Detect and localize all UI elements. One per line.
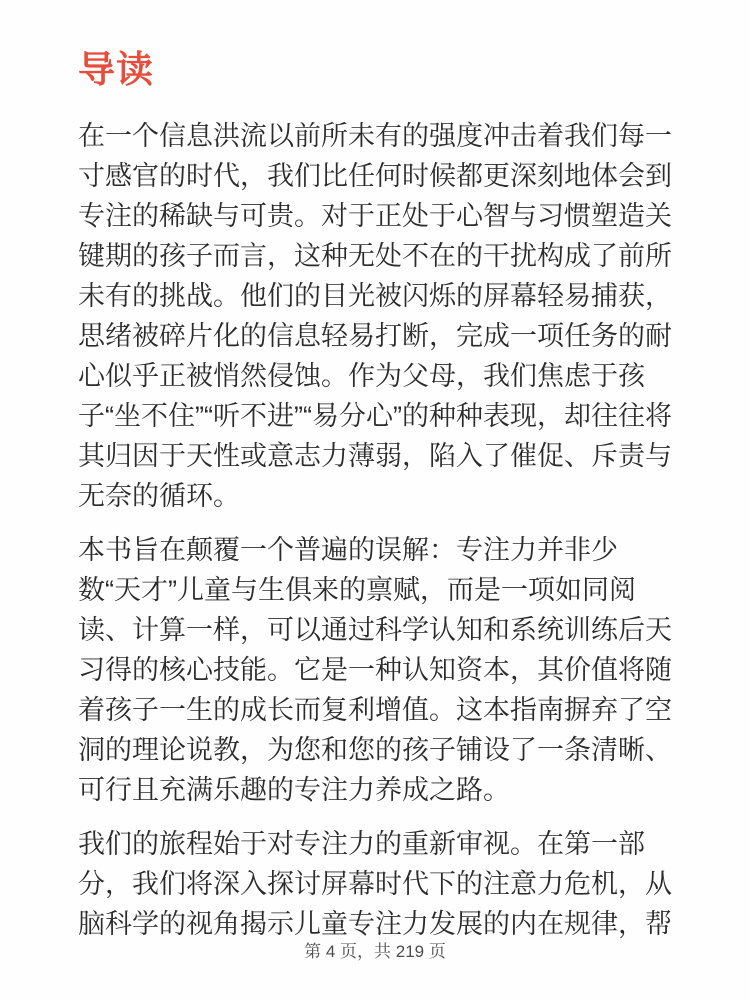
section-title: 导读: [78, 49, 154, 90]
body-paragraph-3: 我们的旅程始于对专注力的重新审视。在第一部分，我们将深入探讨屏幕时代下的注意力危机，从脑科学的视角揭示儿童专注力发展的内在规律，帮: [78, 829, 672, 939]
body-paragraph-2: 本书旨在颠覆一个普遍的误解：专注力并非少数“天才”儿童与生俱来的禀赋，而是一项如同阅读、计算一样，可以通过科学认知和系统训练后天习得的核心技能。它是一种认知资本，其价值将随着孩子一生的成长而复利增值。这本指南摒弃了空洞的理论说教，为您和您的孩子铺设了一条清晰、可行且充满乐趣的专注力养成之路。: [78, 535, 672, 805]
body-paragraph-1: 在一个信息洪流以前所未有的强度冲击着我们每一寸感官的时代，我们比任何时候都更深刻地体会到专注的稀缺与可贵。对于正处于心智与习惯塑造关键期的孩子而言，这种无处不在的干扰构成了前所未有的挑战。他们的目光被闪烁的屏幕轻易捕获，思绪被碎片化的信息轻易打断，完成一项任务的耐心似乎正被悄然侵蚀。作为父母，我们焦虑于孩子“坐不住”“听不进”“易分心”的种种表现，却往往将其归因于天性或意志力薄弱，陷入了催促、斥责与无奈的循环。: [78, 121, 672, 511]
page-number-indicator: 第 4 页，共 219 页: [304, 942, 446, 961]
